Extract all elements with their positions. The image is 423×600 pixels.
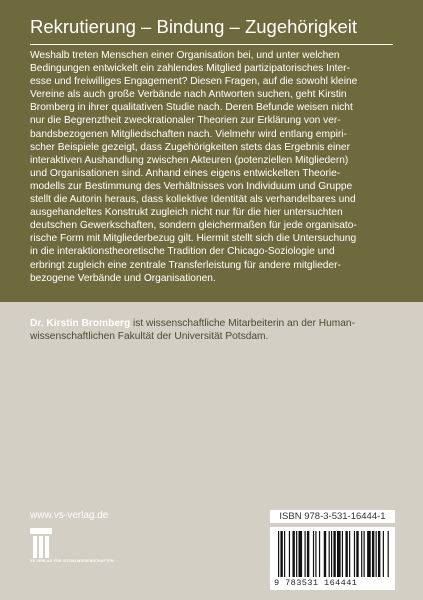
- blurb-line: erbringt zugleich eine zentrale Transferleistung für andere mitglieder-: [30, 259, 341, 271]
- barcode-bar: [315, 531, 316, 577]
- publisher-website[interactable]: www.vs-verlag.de: [30, 510, 109, 521]
- barcode-bar: [298, 531, 302, 577]
- blurb-line: in die interaktionstheoretische Tradition der Chicago-Soziologie und: [30, 246, 335, 258]
- barcode-bar: [304, 531, 305, 577]
- bio-line-1: [30, 317, 400, 330]
- barcode-bar: [378, 531, 380, 577]
- barcode-bar: [313, 531, 314, 577]
- blurb-line: interaktiven Aushandlung zwischen Akteuren (potenziellen Mitgliedern): [30, 154, 349, 166]
- author-bio: [30, 317, 400, 344]
- barcode-digits: 9 783531 164441: [274, 578, 358, 588]
- barcode: [270, 527, 395, 590]
- barcode-bar: [296, 531, 297, 577]
- barcode-bar: [367, 531, 371, 577]
- title-divider: [30, 44, 393, 45]
- publisher-logo-icon: [30, 528, 150, 562]
- blurb-line: scher Beispiele gezeigt, dass Zugehörigkeiten stets das Ergebnis einer: [30, 141, 350, 153]
- barcode-bar: [324, 531, 326, 577]
- blurb-line: Bedingungen entwickelt ein zahlendes Mitglied partizipatorisches Inter-: [30, 63, 350, 75]
- barcode-bar: [354, 531, 355, 577]
- barcode-bar: [284, 531, 285, 577]
- author-name: Dr. Kirstin Bromberg: [30, 318, 131, 329]
- barcode-bar: [289, 531, 290, 577]
- blurb-line: stellt die Autorin heraus, dass kollektive Identität als verhandelbares und: [30, 194, 356, 206]
- bio-line-1-text: ist wissenschaftliche Mitarbeiterin an der Human-: [130, 318, 355, 329]
- book-blurb: [30, 49, 400, 285]
- barcode-bar: [278, 531, 279, 577]
- publisher-name: VS VERLAG FÜR SOZIALWISSENSCHAFTEN: [30, 559, 114, 563]
- blurb-line: Vereine als auch große Verbände nach Antworten suchen, geht Kirstin: [30, 89, 347, 101]
- blurb-line: Weshalb treten Menschen einer Organisation bei, und unter welchen: [30, 50, 340, 61]
- barcode-bar: [307, 531, 309, 577]
- barcode-bar: [337, 531, 341, 577]
- barcode-bar: [349, 531, 350, 577]
- barcode-bar: [345, 531, 347, 577]
- blurb-line: modells zur Bestimmung des Verhältnisses von Individuum und Gruppe: [30, 180, 353, 192]
- barcode-bar: [319, 531, 320, 577]
- barcode-bars-icon: [278, 531, 390, 577]
- barcode-bar: [376, 531, 377, 577]
- blurb-line: bandsbezogenen Mitgliedschaften nach. Vielmehr wird entlang empiri-: [30, 128, 347, 140]
- blurb-line: bezogene Verbände und Organisationen.: [30, 272, 216, 284]
- barcode-bar: [364, 531, 365, 577]
- blurb-line: und Organisationen sind. Anhand eines eigens entwickelten Theorie-: [30, 167, 341, 179]
- blurb-line: nur die Begrenztheit zweckrationaler Theorien zur Erklärung von ver-: [30, 115, 341, 127]
- barcode-bar: [331, 531, 332, 577]
- barcode-bar: [292, 531, 294, 577]
- barcode-bar: [388, 531, 389, 577]
- isbn-label: ISBN 978-3-531-16444-1: [270, 510, 395, 523]
- blurb-line: esse und freiwilliges Engagement? Diesen Fragen, auf die sowohl kleine: [30, 76, 358, 88]
- barcode-bar: [383, 531, 384, 577]
- barcode-bar: [372, 531, 374, 577]
- barcode-bar: [356, 531, 358, 577]
- blurb-line: Bromberg in ihrer qualitativen Studie nach. Deren Befunde weisen nicht: [30, 102, 353, 114]
- barcode-bar: [361, 531, 362, 577]
- blurb-line: deutschen Gewerkschaften, sondern gleichermaßen für jede organisato-: [30, 220, 357, 232]
- bio-line-2: wissenschaftlichen Fakultät der Universität Potsdam.: [30, 331, 269, 343]
- barcode-bar: [280, 531, 282, 577]
- barcode-bar: [333, 531, 335, 577]
- barcode-bar: [329, 531, 330, 577]
- book-title: Rekrutierung – Bindung – Zugehörigkeit: [30, 16, 358, 37]
- blurb-line: ausgehandeltes Konstrukt zugleich nicht nur für die hier untersuchten: [30, 207, 343, 219]
- blurb-line: rische Form mit Mitgliederbezug gilt. Hiermit stellt sich die Untersuchung: [30, 233, 357, 245]
- barcode-bar: [342, 531, 343, 577]
